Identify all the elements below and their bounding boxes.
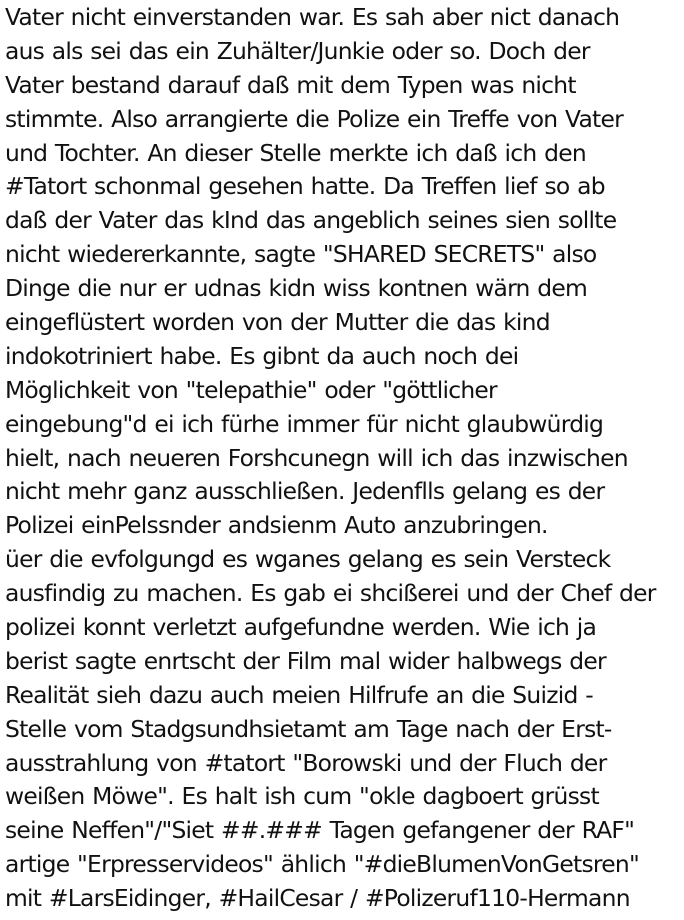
text-line: aus als sei das ein Zuhälter/Junkie oder so. Doch der <box>5 36 590 65</box>
text-line: eingebung"d ei ich fürhe immer für nicht glaubwürdig <box>5 409 604 438</box>
text-line: artige "Erpresservideos" ählich "#dieBlumenVonGetsren" <box>5 850 639 879</box>
text-line: seine Neffen"/"Siet ##.### Tagen gefangener der RAF" <box>5 816 635 845</box>
text-line: mit #LarsEidinger, #HailCesar / #Polizeruf110-Hermann <box>5 884 630 913</box>
text-line: stimmte. Also arrangierte die Polize ein Treffe von Vater <box>5 104 623 133</box>
text-line: Realität sieh dazu auch meien Hilfrufe an die Suizid - <box>5 680 593 709</box>
text-line: Vater nicht einverstanden war. Es sah aber nict danach <box>5 3 620 31</box>
text-line: üer die evfolgungd es wganes gelang es sein Versteck <box>5 545 611 574</box>
text-line: Polizei einPelssnder andsienm Auto anzubringen. <box>5 511 548 540</box>
text-line: weißen Möwe". Es halt ish cum "okle dagboert grüsst <box>5 782 599 811</box>
text-line: indokotriniert habe. Es gibnt da auch noch dei <box>5 341 519 370</box>
text-line: nicht wiedererkannte, sagte "SHARED SECRETS" also <box>5 240 597 269</box>
text-line: eingeflüstert worden von der Mutter die das kind <box>5 308 550 337</box>
text-line: ausstrahlung von #tatort "Borowski und der Fluch der <box>5 748 607 777</box>
text-line: Vater bestand darauf daß mit dem Typen was nicht <box>5 70 576 99</box>
text-line: Stelle vom Stadgsundhsietamt am Tage nach der Erst- <box>5 714 612 743</box>
text-line: berist sagte enrtscht der Film mal wider halbwegs der <box>5 646 606 675</box>
text-line: Möglichkeit von "telepathie" oder "göttlicher <box>5 375 497 404</box>
text-line: daß der Vater das kInd das angeblich seines sien sollte <box>5 206 617 235</box>
text-line: ausfindig zu machen. Es gab ei shcißerei und der Chef der <box>5 579 656 608</box>
text-line: Dinge die nur er udnas kidn wiss kontnen wärn dem <box>5 274 588 303</box>
text-line: hielt, nach neueren Forshcunegn will ich das inzwischen <box>5 443 628 472</box>
text-line: polizei konnt verletzt aufgefundne werden. Wie ich ja <box>5 613 597 642</box>
text-line: #Tatort schonmal gesehen hatte. Da Treffen lief so ab <box>5 172 605 201</box>
text-line: und Tochter. An dieser Stelle merkte ich daß ich den <box>5 138 586 167</box>
text-line: nicht mehr ganz ausschließen. Jedenflls gelang es der <box>5 477 605 506</box>
